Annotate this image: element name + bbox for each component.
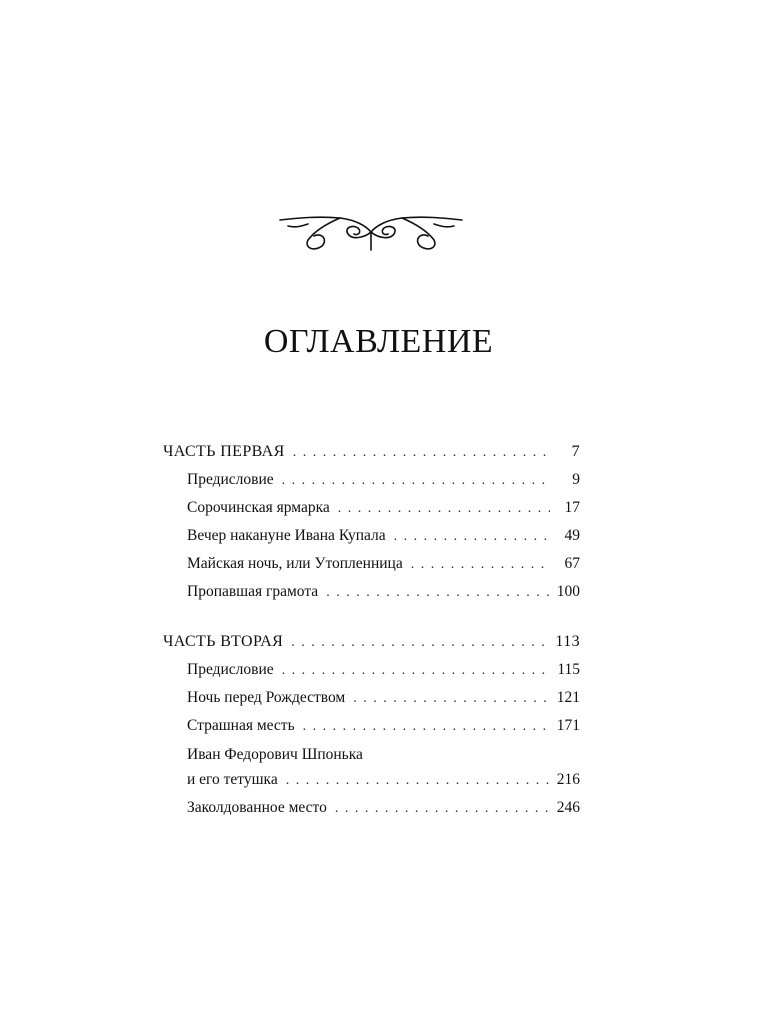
toc-item-label: Страшная месть xyxy=(187,717,295,734)
dot-leader xyxy=(335,795,549,823)
toc-item-label: Сорочинская ярмарка xyxy=(187,499,330,516)
toc-item-label: и его тетушка xyxy=(187,771,278,788)
table-of-contents xyxy=(163,438,580,822)
toc-item[interactable] xyxy=(163,684,580,712)
toc-part-one[interactable] xyxy=(163,438,580,466)
toc-page-number: 9 xyxy=(572,471,580,488)
toc-item[interactable] xyxy=(163,656,580,684)
toc-item[interactable] xyxy=(163,550,580,578)
toc-item[interactable] xyxy=(163,522,580,550)
dot-leader xyxy=(282,657,550,685)
toc-part-label: ЧАСТЬ ВТОРАЯ xyxy=(163,633,284,650)
dot-leader xyxy=(291,629,547,657)
toc-item-label: Майская ночь, или Утопленница xyxy=(187,555,403,572)
toc-part-label: ЧАСТЬ ПЕРВАЯ xyxy=(163,443,285,460)
page-title: ОГЛАВЛЕНИЕ xyxy=(263,323,494,360)
dot-leader xyxy=(411,551,550,579)
toc-item[interactable] xyxy=(163,712,580,740)
toc-item[interactable] xyxy=(163,494,580,522)
toc-item-label: Ночь перед Рождеством xyxy=(187,689,346,706)
toc-item[interactable] xyxy=(163,766,580,794)
toc-page-number: 100 xyxy=(556,583,580,600)
dot-leader xyxy=(286,767,549,795)
toc-item-label: Предисловие xyxy=(187,471,274,488)
toc-item-label: Вечер накануне Ивана Купала xyxy=(187,527,386,544)
toc-page-number: 17 xyxy=(564,499,580,516)
dot-leader xyxy=(394,523,550,551)
dot-leader xyxy=(282,467,550,495)
dot-leader xyxy=(338,495,550,523)
toc-item-label: Пропавшая грамота xyxy=(187,583,319,600)
dot-leader xyxy=(353,685,549,713)
toc-page-number: 49 xyxy=(564,527,580,544)
toc-item[interactable] xyxy=(163,578,580,606)
toc-item-first-line[interactable]: Иван Федорович Шпонька xyxy=(187,746,363,763)
toc-item[interactable] xyxy=(163,466,580,494)
toc-page-number: 216 xyxy=(556,771,580,788)
toc-item[interactable] xyxy=(163,794,580,822)
toc-page-number: 171 xyxy=(556,717,580,734)
toc-item-label: Предисловие xyxy=(187,661,274,678)
toc-page-number: 113 xyxy=(555,633,580,650)
dot-leader xyxy=(326,579,549,607)
flourish-ornament-icon xyxy=(278,206,464,256)
toc-page-number: 67 xyxy=(564,555,580,572)
toc-item-label: Заколдованное место xyxy=(187,799,327,816)
toc-page-number: 115 xyxy=(557,661,580,678)
toc-page-number: 7 xyxy=(571,443,580,460)
section-gap xyxy=(163,606,580,628)
dot-leader xyxy=(303,713,549,741)
toc-part-two[interactable] xyxy=(163,628,580,656)
toc-page-number: 246 xyxy=(556,799,580,816)
toc-page-number: 121 xyxy=(556,689,580,706)
dot-leader xyxy=(293,439,550,467)
